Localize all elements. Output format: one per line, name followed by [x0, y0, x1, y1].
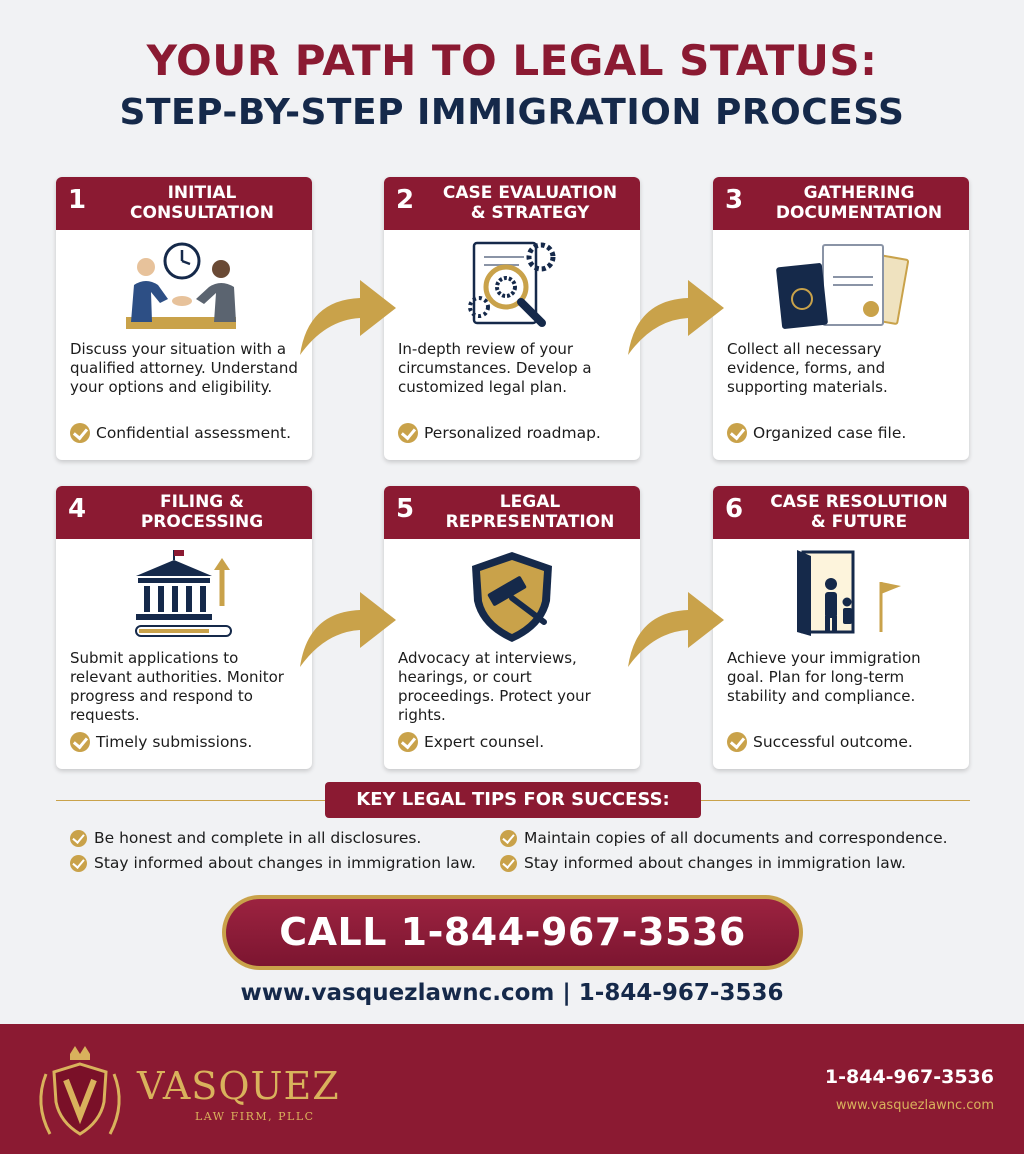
step-title: CASE RESOLUTION & FUTURE: [770, 492, 948, 532]
check-icon: [70, 855, 87, 872]
check-icon: [70, 830, 87, 847]
step-description: Collect all necessary evidence, forms, and supporting materials.: [727, 340, 888, 396]
logo-name: VASQUEZ: [137, 1064, 340, 1108]
logo-subtitle: LAW FIRM, PLLC: [195, 1110, 315, 1123]
step-highlight: [727, 423, 906, 443]
step-header: [713, 177, 969, 230]
step-card-3: [713, 177, 969, 460]
step-card-6: [713, 486, 969, 769]
footer-phone[interactable]: 1-844-967-3536: [824, 1066, 994, 1088]
law-firm-crest-icon: [30, 1044, 130, 1144]
step-highlight-text: Confidential assessment.: [96, 424, 292, 442]
page-title: YOUR PATH TO LEGAL STATUS:: [146, 36, 878, 85]
tip-text: Be honest and complete in all disclosures.: [94, 829, 422, 847]
footer: [0, 1024, 1024, 1154]
step-card-2: [384, 177, 640, 460]
tip-item: [70, 829, 421, 847]
step-title: LEGAL REPRESENTATION: [445, 492, 615, 532]
step-header: [384, 177, 640, 230]
tip-item: [70, 854, 476, 872]
step-title: CASE EVALUATION & STRATEGY: [442, 183, 618, 223]
step-header: [56, 486, 312, 539]
check-icon: [727, 423, 747, 443]
step-header: [384, 486, 640, 539]
family-doorway-icon: [713, 546, 969, 646]
government-building-icon: [56, 546, 312, 646]
check-icon: [398, 732, 418, 752]
step-card-1: [56, 177, 312, 460]
gavel-shield-icon: [384, 546, 640, 646]
check-icon: [70, 423, 90, 443]
step-description: Submit applications to relevant authorities. Monitor progress and respond to requests.: [70, 649, 284, 724]
step-description: Discuss your situation with a qualified attorney. Understand your options and eligibility.: [70, 340, 298, 396]
arrow-right-icon: [618, 582, 728, 672]
step-highlight-text: Personalized roadmap.: [424, 424, 601, 442]
step-header: [713, 486, 969, 539]
magnifier-gears-icon: [384, 237, 640, 337]
tip-item: [500, 829, 948, 847]
check-icon: [398, 423, 418, 443]
call-button[interactable]: [222, 895, 803, 970]
step-highlight-text: Successful outcome.: [753, 733, 913, 751]
arrow-right-icon: [290, 270, 400, 360]
step-number: 2: [396, 185, 415, 215]
step-highlight-text: Expert counsel.: [424, 733, 545, 751]
check-icon: [727, 732, 747, 752]
arrow-right-icon: [618, 270, 728, 360]
step-number: 6: [725, 494, 744, 524]
step-highlight: [70, 423, 291, 443]
tip-text: Maintain copies of all documents and correspondence.: [524, 829, 948, 847]
divider: [56, 800, 326, 801]
step-description: In-depth review of your circumstances. Develop a customized legal plan.: [398, 340, 592, 396]
handshake-icon: [56, 237, 312, 337]
step-description: Achieve your immigration goal. Plan for long-term stability and compliance.: [727, 649, 921, 705]
call-button-label: CALL 1-844-967-3536: [226, 899, 799, 966]
page-subtitle: STEP-BY-STEP IMMIGRATION PROCESS: [119, 92, 905, 133]
step-title: INITIAL CONSULTATION: [130, 183, 274, 223]
step-number: 4: [68, 494, 87, 524]
check-icon: [500, 830, 517, 847]
check-icon: [70, 732, 90, 752]
tips-heading: KEY LEGAL TIPS FOR SUCCESS:: [325, 782, 701, 818]
step-header: [56, 177, 312, 230]
step-title: FILING & PROCESSING: [140, 492, 264, 532]
passport-documents-icon: [713, 237, 969, 337]
step-highlight: [727, 732, 913, 752]
step-highlight-text: Organized case file.: [753, 424, 907, 442]
divider: [700, 800, 970, 801]
check-icon: [500, 855, 517, 872]
step-title: GATHERING DOCUMENTATION: [775, 183, 943, 223]
tip-item: [500, 854, 906, 872]
tip-text: Stay informed about changes in immigration law.: [94, 854, 476, 872]
step-highlight: [70, 732, 252, 752]
step-highlight: [398, 423, 601, 443]
step-number: 5: [396, 494, 415, 524]
step-highlight-text: Timely submissions.: [96, 733, 253, 751]
step-number: 1: [68, 185, 87, 215]
step-highlight: [398, 732, 544, 752]
step-card-4: [56, 486, 312, 769]
footer-website[interactable]: www.vasquezlawnc.com: [835, 1098, 994, 1113]
tip-text: Stay informed about changes in immigration law.: [524, 854, 906, 872]
arrow-right-icon: [290, 582, 400, 672]
step-description: Advocacy at interviews, hearings, or court proceedings. Protect your rights.: [398, 649, 591, 724]
step-card-5: [384, 486, 640, 769]
step-number: 3: [725, 185, 744, 215]
contact-line: www.vasquezlawnc.com | 1-844-967-3536: [240, 980, 784, 1006]
